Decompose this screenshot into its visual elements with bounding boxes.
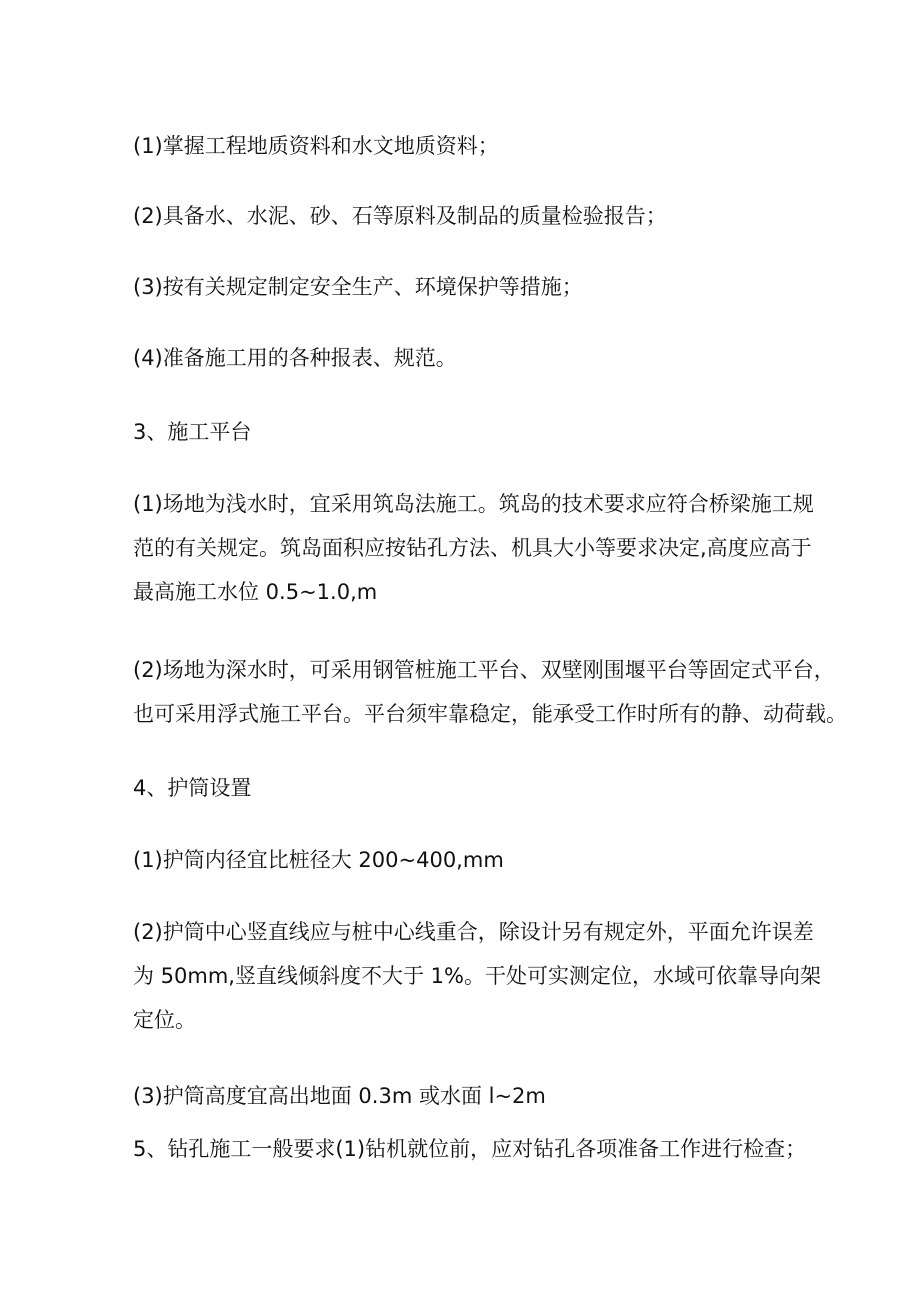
paragraph-line: (3)护筒高度宜高出地面 0.3m 或水面 l~2m [133,1084,546,1108]
paragraph-line: (3)按有关规定制定安全生产、环境保护等措施； [133,275,583,299]
paragraph-4 [133,336,798,380]
paragraph-line: 也可采用浮式施工平台。平台须牢靠稳定，能承受工作时所有的静、动荷载。 [133,702,847,726]
paragraph-line: (1)掌握工程地质资料和水文地质资料； [133,134,499,158]
paragraph-9 [133,838,798,882]
paragraph-line: (1)场地为浅水时，宜采用筑岛法施工。筑岛的技术要求应符合桥梁施工规 [133,492,814,516]
paragraph-line: 定位。 [133,1008,196,1032]
paragraph-6 [133,482,814,614]
section-heading: 5、钻孔施工一般要求(1)钻机就位前，应对钻孔各项准备工作进行检查； [133,1137,807,1161]
paragraph-line: (2)具备水、水泥、砂、石等原料及制品的质量检验报告； [133,204,667,228]
section-heading-5 [133,1127,807,1171]
section-heading-4 [133,766,798,810]
section-heading: 3、施工平台 [133,420,252,444]
paragraph-1 [133,124,798,168]
paragraph-3 [133,265,798,309]
paragraph-line: (1)护筒内径宜比桩径大 200~400,mm [133,848,504,872]
paragraph-11 [133,1074,798,1118]
paragraph-line: 为 50mm,竖直线倾斜度不大于 1%。干处可实测定位，水域可依靠导向架 [133,964,821,988]
paragraph-line: (4)准备施工用的各种报表、规范。 [133,346,457,370]
section-heading-3 [133,410,798,454]
paragraph-line: (2)场地为深水时，可采用钢管桩施工平台、双壁刚围堰平台等固定式平台， [133,658,835,682]
section-heading: 4、护筒设置 [133,776,252,800]
paragraph-10 [133,910,821,1042]
paragraph-2 [133,194,798,238]
paragraph-7 [133,648,847,736]
paragraph-line: (2)护筒中心竖直线应与桩中心线重合，除设计另有规定外，平面允许误差 [133,920,814,944]
paragraph-line: 范的有关规定。筑岛面积应按钻孔方法、机具大小等要求决定,高度应高于 [133,536,812,560]
paragraph-line: 最高施工水位 0.5~1.0,m [133,580,378,604]
